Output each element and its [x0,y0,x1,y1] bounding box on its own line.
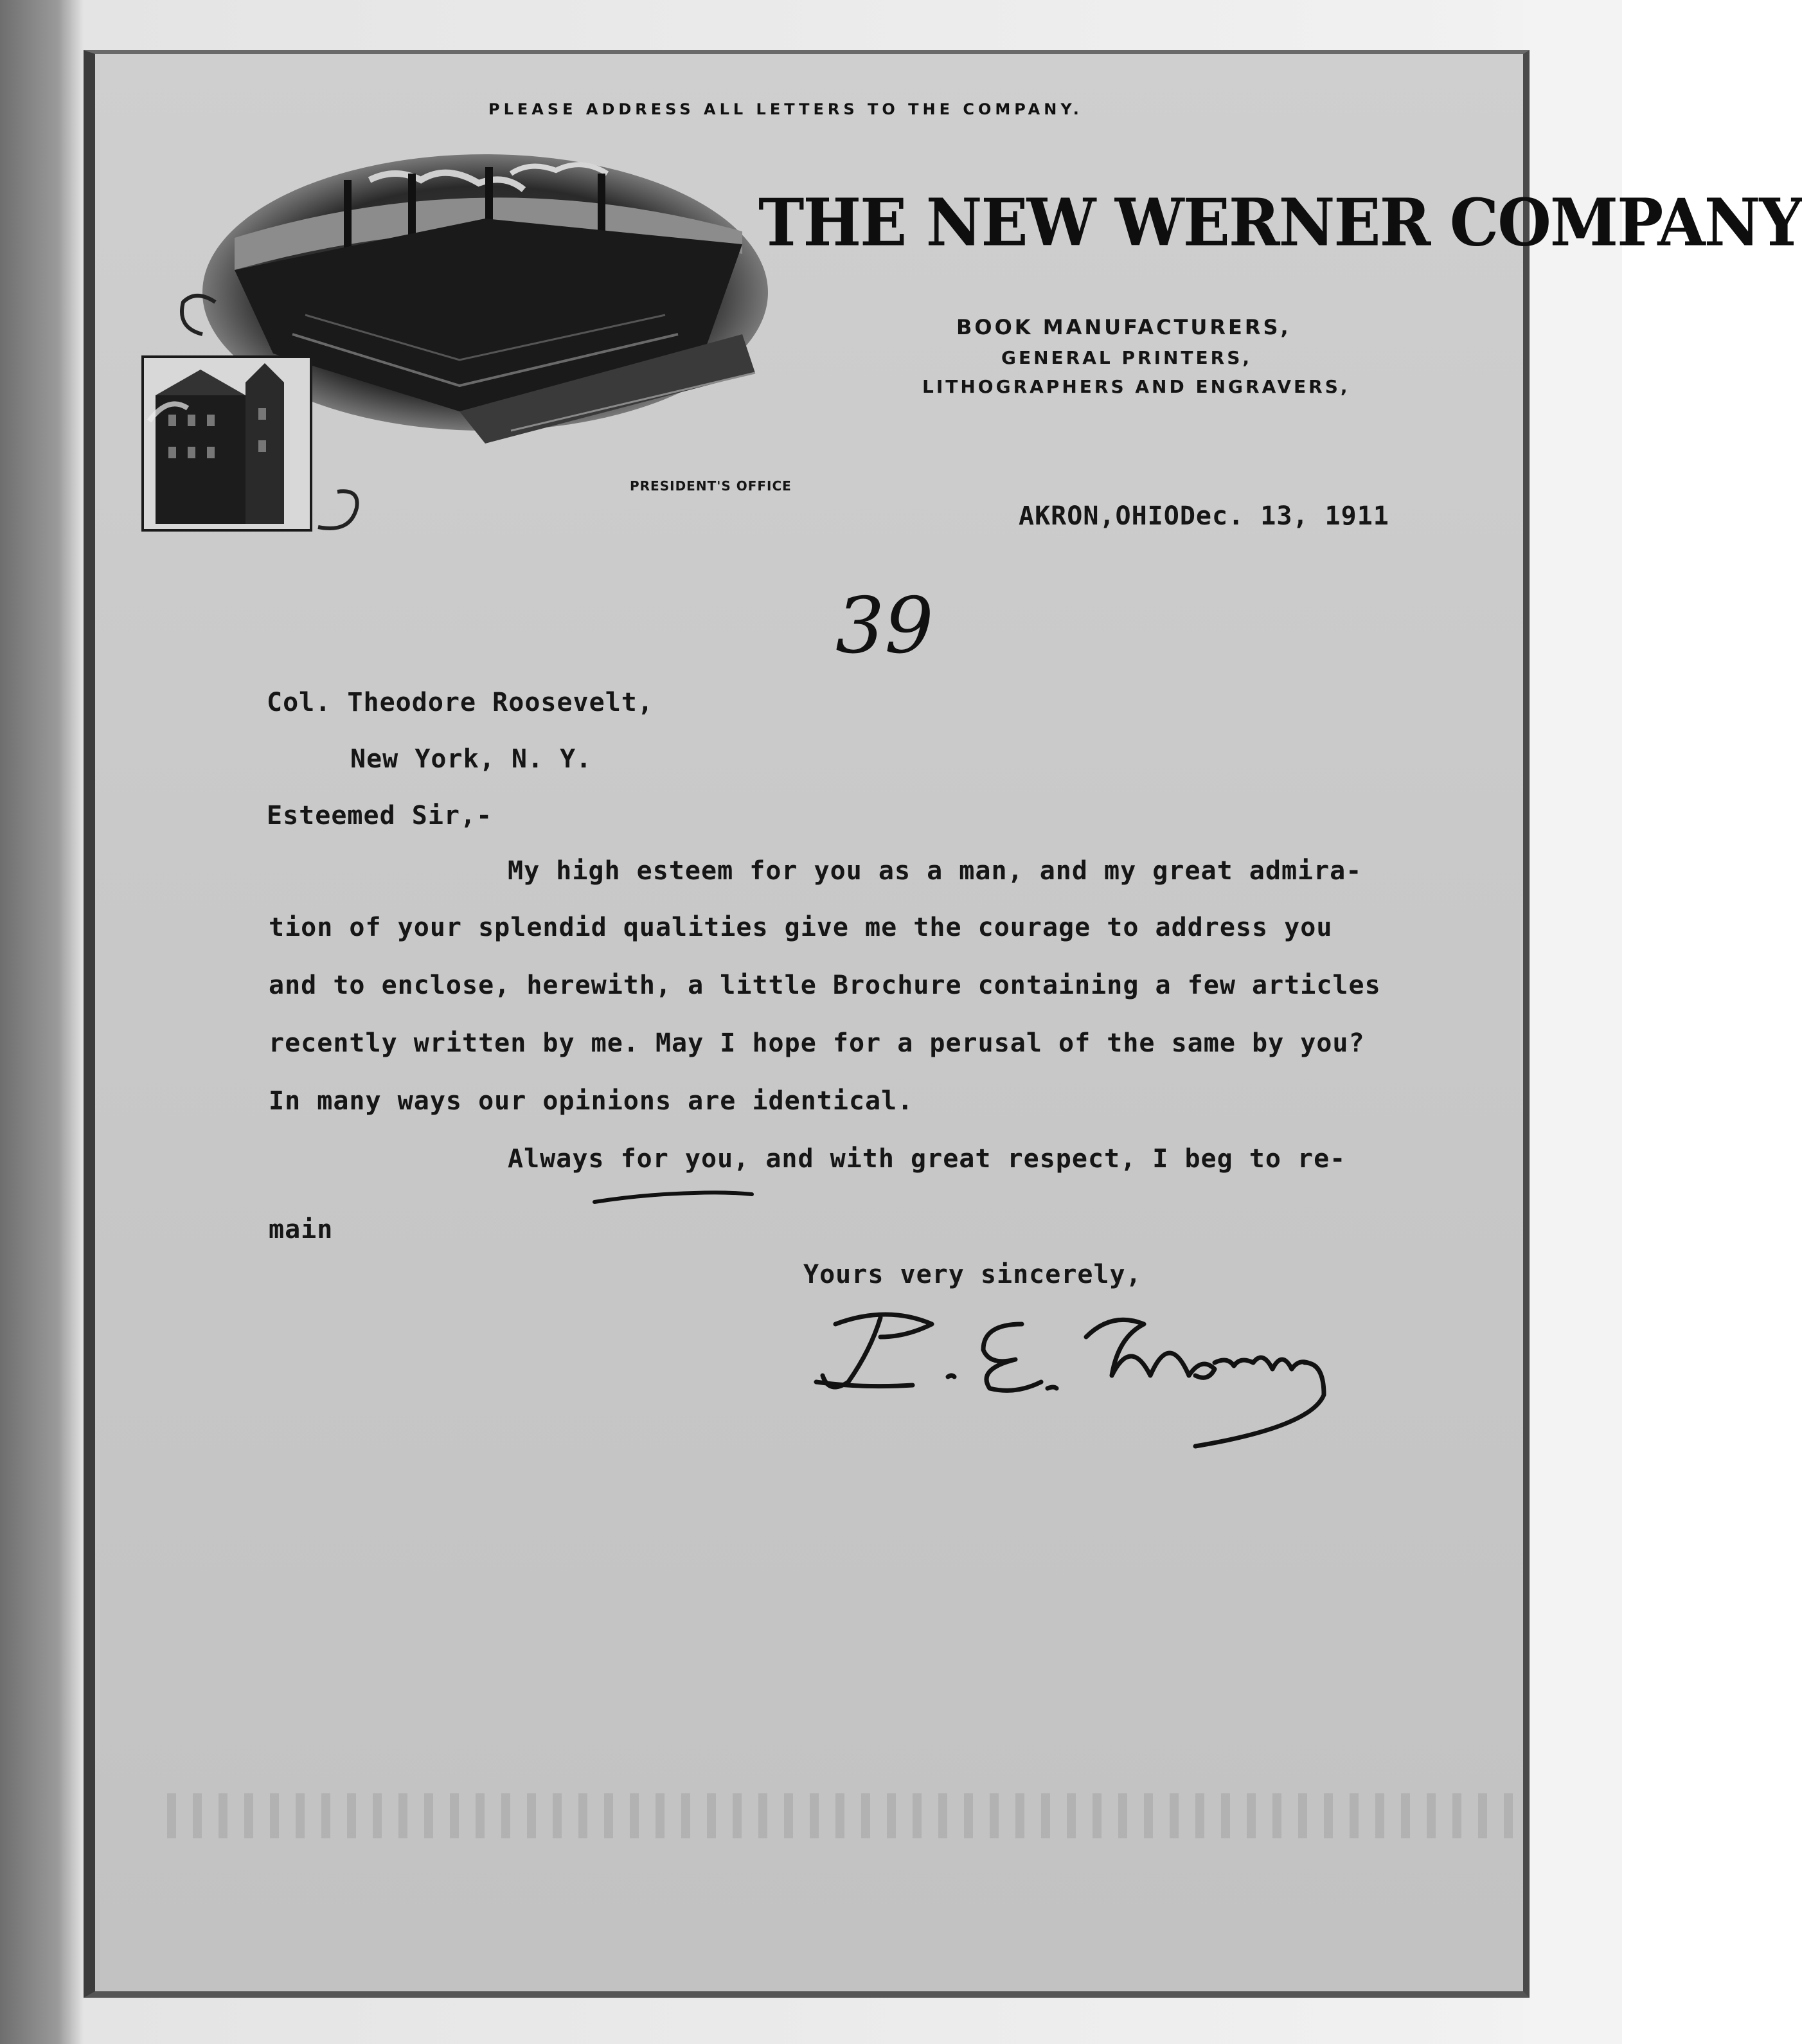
body-line: My high esteem for you as a man, and my great admira- [508,856,1362,886]
company-line-1: BOOK MANUFACTURERS, [956,315,1291,339]
recipient-city: New York, N. Y. [350,744,593,774]
handwritten-page-number: 39 [835,582,934,671]
handwritten-underline [591,1183,758,1208]
bleed-through-marks [167,1793,1517,1838]
body-line: Always for you, and with great respect, I beg to re- [508,1144,1346,1174]
company-line-2: GENERAL PRINTERS, [1001,347,1253,368]
salutation: Esteemed Sir,- [267,801,493,830]
office-building-vignette [143,357,311,530]
body-line: main [269,1215,334,1244]
company-line-3: LITHOGRAPHERS AND ENGRAVERS, [922,376,1350,397]
body-line: In many ways our opinions are identical. [269,1086,914,1116]
body-line: and to enclose, herewith, a little Brochure containing a few articles [269,971,1381,1000]
handwritten-signature [810,1298,1362,1453]
right-margin [1523,0,1622,2044]
recipient-name: Col. Theodore Roosevelt, [267,688,654,717]
body-line: recently written by me. May I hope for a perusal of the same by you? [269,1028,1365,1058]
presidents-office: PRESIDENT'S OFFICE [630,478,792,494]
place-and-date: AKRON,OHIODec. 13, 1911 [1019,501,1389,531]
closing: Yours very sincerely, [803,1260,1142,1289]
letterhead-notice: PLEASE ADDRESS ALL LETTERS TO THE COMPANY. [488,100,1083,118]
body-line: tion of your splendid qualities give me the courage to address you [269,913,1333,942]
company-name: THE NEW WERNER COMPANY [758,184,1802,261]
